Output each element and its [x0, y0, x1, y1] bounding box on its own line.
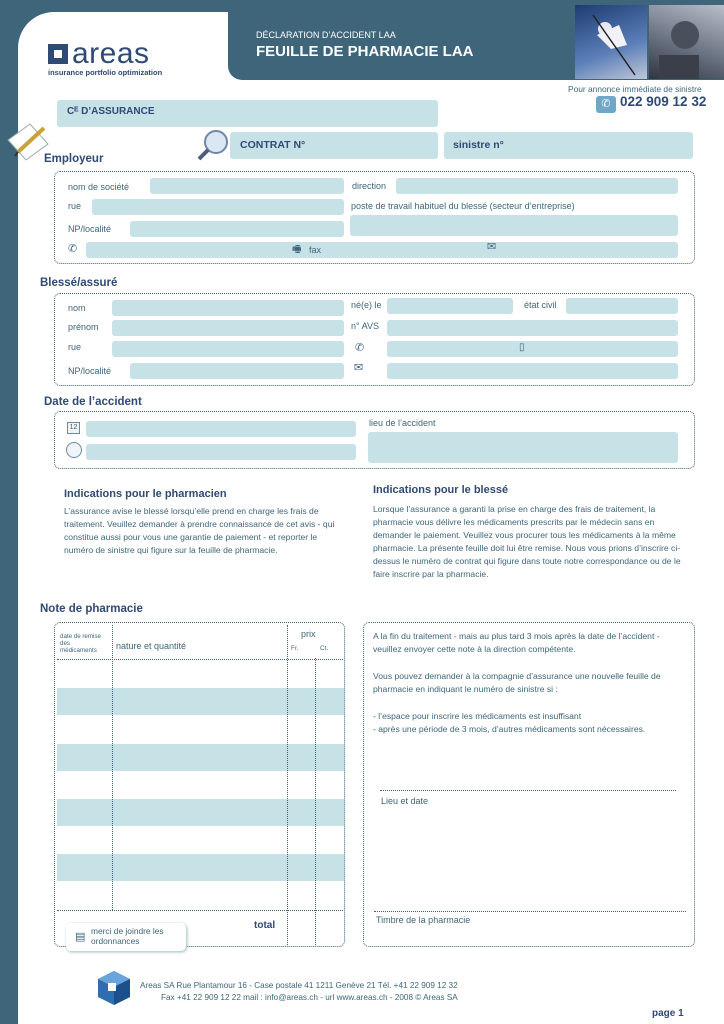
nature-column-header: nature et quantité	[116, 641, 187, 651]
column-divider	[315, 658, 316, 945]
table-header-divider	[57, 659, 343, 660]
phone-icon: ✆	[596, 96, 616, 113]
employer-street-field[interactable]	[92, 199, 344, 215]
employer-title: Employeur	[44, 153, 104, 165]
announce-label: Pour annonce immédiate de sinistre	[568, 84, 702, 94]
instructions-p2: Vous pouvez demander à la compagnie d’assurance une nouvelle feuille de pharmacie en indiquant le numéro de sinistre si :	[373, 671, 661, 694]
accident-time-field[interactable]	[86, 444, 356, 460]
pharmacist-info-text: L’assurance avise le blessé lorsqu’elle prend en charge les frais de traitement. Veuillez demander à prendre connaissance de cet avis - qui constitue aussi pour vous une garantie de paiement - et reporter le numéro de sinistre qui figure sur la feuille de pharmacie.	[64, 506, 335, 555]
phone-icon: ✆	[68, 243, 78, 255]
table-row[interactable]	[57, 744, 344, 771]
injured-street-field[interactable]	[112, 341, 344, 357]
direction-label: direction	[352, 181, 387, 191]
employer-street-label: rue	[68, 201, 82, 211]
name-label: nom	[68, 303, 86, 313]
avs-field[interactable]	[387, 320, 678, 336]
footer-line-1: Areas SA Rue Plantamour 16 - Case postale 41 1211 Genève 21 Tél. +41 22 909 12 32	[140, 981, 458, 990]
injured-info-title: Indications pour le blessé	[373, 484, 509, 496]
cube-logo	[94, 968, 134, 1013]
welder-photo	[649, 5, 724, 79]
first-name-label: prénom	[68, 322, 99, 332]
place-date-label: Lieu et date	[381, 796, 429, 806]
table-row[interactable]	[57, 688, 344, 715]
name-field[interactable]	[112, 300, 344, 316]
signature-line	[380, 790, 676, 791]
direction-field[interactable]	[396, 178, 678, 194]
avs-label: n° AVS	[351, 321, 379, 331]
injured-phone-field[interactable]	[387, 341, 678, 357]
email-icon: ✉	[487, 241, 497, 253]
document-icon: ▤	[75, 931, 86, 943]
born-field[interactable]	[387, 298, 513, 314]
side-caption: FEUILLE DE PHARMACIE LAA/ 2008	[23, 854, 31, 965]
pharmacist-info-title: Indications pour le pharmacien	[64, 488, 227, 500]
footer-address	[140, 980, 458, 1004]
stamp-label: Timbre de la pharmacie	[376, 915, 471, 925]
table-footer-divider	[57, 910, 343, 911]
accident-date-field[interactable]	[86, 421, 356, 437]
fax-label: fax	[309, 245, 322, 255]
hotline-number: 022 909 12 32	[620, 94, 707, 109]
instructions-p1: A la fin du traitement - mais au plus tard 3 mois après la date de l’accident - veuillez envoyer cette note à la direction compétente.	[373, 631, 660, 654]
phone-icon: ✆	[355, 342, 365, 354]
logo-tagline: insurance portfolio optimization	[48, 68, 163, 77]
employer-postal-field[interactable]	[130, 221, 344, 237]
injured-email-field[interactable]	[387, 363, 678, 379]
injured-info-text: Lorsque l’assurance a garanti la prise en charge des frais de traitement, la pharmacie vous délivre les médicaments prescrits par le médecin sans en demander le paiement. Veuillez vous procurer tous les médicaments à la même pharmacie. La présente feuille doit lui être remise. Nous vous prions d’inscrire ci-dessus le numéro de contrat qui figure dans toute notre correspondance ou de le faire inscrire par la pharmacie.	[373, 504, 681, 579]
page-number: page 1	[652, 1008, 684, 1019]
place-label: lieu de l’accident	[369, 418, 436, 428]
company-field[interactable]	[150, 178, 344, 194]
fax-icon: 🖷	[292, 244, 302, 255]
note-title: Note de pharmacie	[40, 603, 143, 615]
total-label: total	[254, 920, 276, 931]
column-divider	[287, 625, 288, 945]
email-icon: ✉	[354, 362, 364, 374]
document-kicker: DÉCLARATION D’ACCIDENT LAA	[256, 30, 396, 40]
injured-postal-label: NP/localité	[68, 366, 112, 376]
column-divider	[112, 625, 113, 910]
magnifier-icon	[196, 128, 232, 167]
price-column-header: prix	[301, 629, 316, 639]
workplace-label: poste de travail habituel du blessé (secteur d’entreprise)	[351, 201, 575, 211]
contract-label: CONTRAT N°	[240, 139, 306, 151]
table-row[interactable]	[57, 799, 344, 826]
civil-status-label: état civil	[524, 300, 557, 310]
insurer-label: Cᴱ D’ASSURANCE	[67, 106, 155, 117]
workplace-field[interactable]	[350, 215, 678, 236]
date-column-header: date de remise des médicaments	[60, 633, 101, 654]
cents-column-header: Ct.	[320, 645, 329, 652]
calendar-icon: 12	[67, 422, 80, 434]
stamp-line	[374, 911, 686, 912]
injured-title: Blessé/assuré	[40, 277, 118, 289]
born-label: né(e) le	[351, 300, 382, 310]
note-table-box	[54, 622, 345, 947]
instructions-p3: - l’espace pour inscrire les médicaments est insuffisant - après une période de 3 mois, d’autres médicaments sont nécessaires.	[373, 711, 646, 734]
employer-postal-label: NP/localité	[68, 224, 112, 234]
company-label: nom de société	[68, 182, 130, 192]
injured-street-label: rue	[68, 342, 82, 352]
first-name-field[interactable]	[112, 320, 344, 336]
mobile-icon: ▯	[519, 342, 525, 353]
injured-postal-field[interactable]	[130, 363, 344, 379]
table-row[interactable]	[57, 854, 344, 881]
place-field[interactable]	[368, 432, 678, 463]
employer-contact-field[interactable]	[86, 242, 678, 258]
areas-logo-mark	[48, 44, 68, 64]
climber-photo	[575, 5, 647, 79]
logo-wordmark: areas	[72, 37, 150, 70]
civil-status-field[interactable]	[566, 298, 678, 314]
francs-column-header: Fr.	[291, 645, 299, 652]
clock-icon	[66, 442, 82, 458]
claim-label: sinistre n°	[453, 139, 504, 151]
accident-title: Date de l’accident	[44, 396, 142, 408]
attach-text: merci de joindre les ordonnances	[91, 926, 164, 946]
document-title: FEUILLE DE PHARMACIE LAA	[256, 43, 474, 60]
footer-line-2: Fax +41 22 909 12 22 mail : info@areas.ch - url www.areas.ch - 2008 © Areas SA	[161, 993, 458, 1002]
